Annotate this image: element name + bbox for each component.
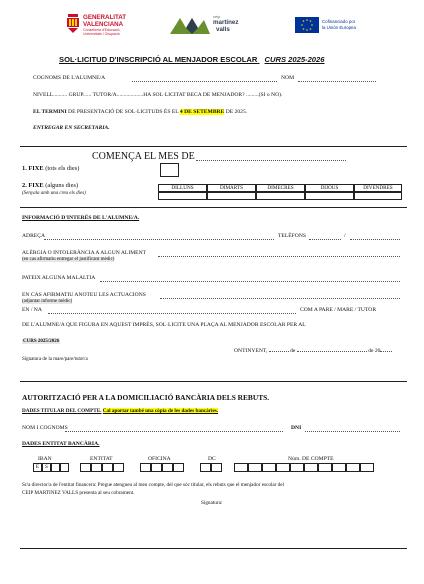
iban-label: IBAN <box>38 456 52 462</box>
fixe-all-label <box>22 165 79 172</box>
entitat-box-4[interactable] <box>113 463 124 472</box>
form-title-course: CURS 2025-2026 <box>264 55 325 64</box>
allergy-field[interactable] <box>158 256 400 257</box>
fixe-all-checkbox[interactable] <box>160 163 179 177</box>
fixe-some-note: (Senyala amb una creu els dies) <box>22 191 86 196</box>
iban-box-3[interactable] <box>51 463 60 472</box>
holder-signature-label: Signatura: <box>201 500 223 506</box>
account-box-8[interactable] <box>332 463 346 472</box>
holder-name-label: NOM I COGNOMS <box>22 425 68 431</box>
gva-emblem-icon <box>66 14 80 34</box>
deadline-label: EL TERMINI <box>33 109 67 115</box>
dc-box-1[interactable] <box>200 463 211 472</box>
iban-box-1[interactable]: E <box>33 463 42 472</box>
start-month-heading: COMENÇA EL MES DE <box>92 151 195 162</box>
bank-heading: AUTORITZACIÓ PER A LA DOMICILIACIÓ BANCÀRIA DELS REBUTS. <box>22 393 270 402</box>
illness-label: PATEIX ALGUNA MALALTIA <box>22 275 96 281</box>
holder-line <box>22 408 218 414</box>
place-label: ONTINYENT, <box>234 348 268 354</box>
day-header-tue: DIMARTS <box>207 184 256 192</box>
request-text: DE L'ALUMNE/A QUE FIGURA EN AQUEST IMPRÈS, SOL·LICITE UNA PLAÇA AL MENJADOR ESCOLAR PER AL <box>22 322 306 328</box>
entity-heading: DADES ENTITAT BANCÀRIA. <box>22 441 100 447</box>
oficina-box-2[interactable] <box>151 463 162 472</box>
deadline-mid: DE PRESENTACIÓ DE SOL·LICITUDS ÉS EL <box>66 109 180 115</box>
entitat-label: ENTITAT <box>90 456 113 462</box>
iban-box-4[interactable] <box>60 463 69 472</box>
iban-box-2[interactable]: S <box>42 463 51 472</box>
account-box-10[interactable] <box>360 463 374 472</box>
eu-flag-icon <box>295 17 319 33</box>
holder-note: Cal aportar també una còpia de les dades bancàries. <box>102 408 219 414</box>
gva-dept-2: Universitats i Ocupació <box>83 32 120 36</box>
oficina-box-4[interactable] <box>173 463 184 472</box>
surname-field[interactable] <box>132 81 277 82</box>
phone-field-1[interactable] <box>309 239 341 240</box>
section-divider-2 <box>20 207 407 208</box>
school-name-2: valls <box>216 26 230 33</box>
phone-separator: / <box>344 233 346 239</box>
address-label: ADREÇA <box>22 233 45 239</box>
deadline-date: 4 DE SETEMBRE <box>179 109 225 115</box>
name-field[interactable] <box>298 81 376 82</box>
account-box-9[interactable] <box>346 463 360 472</box>
dni-label: DNI <box>291 425 302 431</box>
en-na-label: EN / NA <box>22 307 42 313</box>
holder-label: DADES TITULAR DEL COMPTE. <box>22 408 102 414</box>
info-heading: INFORMACIÓ D'INTERÉS DE L'ALUMNE/A. <box>22 215 140 221</box>
phones-label: TELÈFONS <box>278 233 306 239</box>
day-header-thu: DIJOUS <box>305 184 354 192</box>
surname-label: COGNOMS DE L'ALUMNE/A <box>33 75 106 81</box>
deliver-note: ENTREGAR EN SECRETARIA. <box>33 125 110 131</box>
section-divider-3 <box>20 381 407 382</box>
holder-name-field[interactable] <box>65 431 283 432</box>
date-line <box>234 348 392 354</box>
fixe-all-title: 1. FIXE <box>22 165 44 172</box>
day-header-wed: DIMECRES <box>256 184 305 192</box>
dc-label: DC <box>208 456 216 462</box>
date-de-1: de <box>290 348 296 354</box>
deadline-end: DE 2025. <box>224 109 248 115</box>
gva-title-2: VALENCIANA <box>83 20 124 28</box>
oficina-box-3[interactable] <box>162 463 173 472</box>
parent-signature-label: Signatura de la mare/pare/tutor/a <box>22 357 88 362</box>
oficina-box-1[interactable] <box>140 463 151 472</box>
parent-name-field[interactable] <box>48 313 296 314</box>
actions-label: EN CAS AFIRMATIU ANOTEU LES ACTUACIONS <box>22 292 146 298</box>
oficina-label: OFICINA <box>148 456 171 462</box>
mountain-logo-icon <box>170 16 210 34</box>
account-box-3[interactable] <box>262 463 276 472</box>
eu-text-2: la Unión Europea <box>322 25 356 30</box>
fixe-some-desc: (alguns dies) <box>43 182 79 189</box>
section-divider-1 <box>20 146 407 147</box>
name-label: NOM <box>281 75 295 81</box>
day-box-tue[interactable] <box>207 192 256 200</box>
account-box-1[interactable] <box>234 463 248 472</box>
start-month-field[interactable] <box>196 160 346 161</box>
authorization-text-2: CEIP MARTINEZ VALLS presenta al seu cobrament. <box>22 490 135 496</box>
date-de-2: de 20 <box>368 348 381 354</box>
entitat-box-1[interactable] <box>80 463 91 472</box>
form-title <box>59 55 324 64</box>
day-box-wed[interactable] <box>256 192 305 200</box>
page-bottom-rule <box>20 548 407 549</box>
account-box-2[interactable] <box>248 463 262 472</box>
eu-text-1: Cofinanciado por <box>322 19 356 24</box>
request-course: CURS 2025/2026 <box>23 339 60 344</box>
fixe-all-desc: (tots els dies) <box>43 165 80 172</box>
allergy-note: (en cas afirmatiu entregar el justificant mèdic) <box>22 257 115 262</box>
actions-field[interactable] <box>160 298 400 299</box>
entitat-box-3[interactable] <box>102 463 113 472</box>
day-header-mon: DILLUNS <box>158 184 207 192</box>
account-box-7[interactable] <box>318 463 332 472</box>
allergy-label: ALÈRGIA O INTOLERÀNCIA A ALGUN ALIMENT <box>22 250 147 256</box>
day-box-mon[interactable] <box>158 192 207 200</box>
day-box-fri[interactable] <box>354 192 402 200</box>
phone-field-2[interactable] <box>350 239 400 240</box>
gva-title: GENERALITAT <box>83 14 127 21</box>
authorization-text-1: Sr/a director/a de l'entitat financera: Pregue atengueu al meu compte, del que sóc titular, els rebuts que el menjador escolar del <box>22 482 285 488</box>
illness-field[interactable] <box>100 281 400 282</box>
fixe-some-label <box>22 182 78 189</box>
form-title-main: SOL·LICITUD D'INSCRIPCIÓ AL MENJADOR ESCOLAR <box>59 55 258 64</box>
fixe-some-title: 2. FIXE <box>22 182 44 189</box>
as-parent-label: COM A PARE / MARE / TUTOR <box>300 307 377 313</box>
day-box-thu[interactable] <box>305 192 354 200</box>
actions-note: (adjuntar informe mèdic) <box>22 299 73 304</box>
day-header-fri: DIVENDRES <box>354 184 402 192</box>
dc-box-2[interactable] <box>211 463 222 472</box>
entitat-box-2[interactable] <box>91 463 102 472</box>
gva-dept-1: Conselleria d'Educació, <box>83 28 121 32</box>
address-field[interactable] <box>44 239 274 240</box>
account-box-5[interactable] <box>290 463 304 472</box>
level-group-line: NIVELL.......... GRUP...... TUTOR/A...................HA SOL·LICITAT BECA DE MENJADOR? .........(SI o NO). <box>33 92 283 98</box>
account-box-4[interactable] <box>276 463 290 472</box>
deadline-text <box>33 109 247 115</box>
school-name-1: martínez <box>213 19 239 26</box>
account-box-6[interactable] <box>304 463 318 472</box>
dni-field[interactable] <box>305 431 400 432</box>
school-prefix: ceip <box>213 14 221 19</box>
account-label: Núm. DE COMPTE <box>288 456 334 462</box>
